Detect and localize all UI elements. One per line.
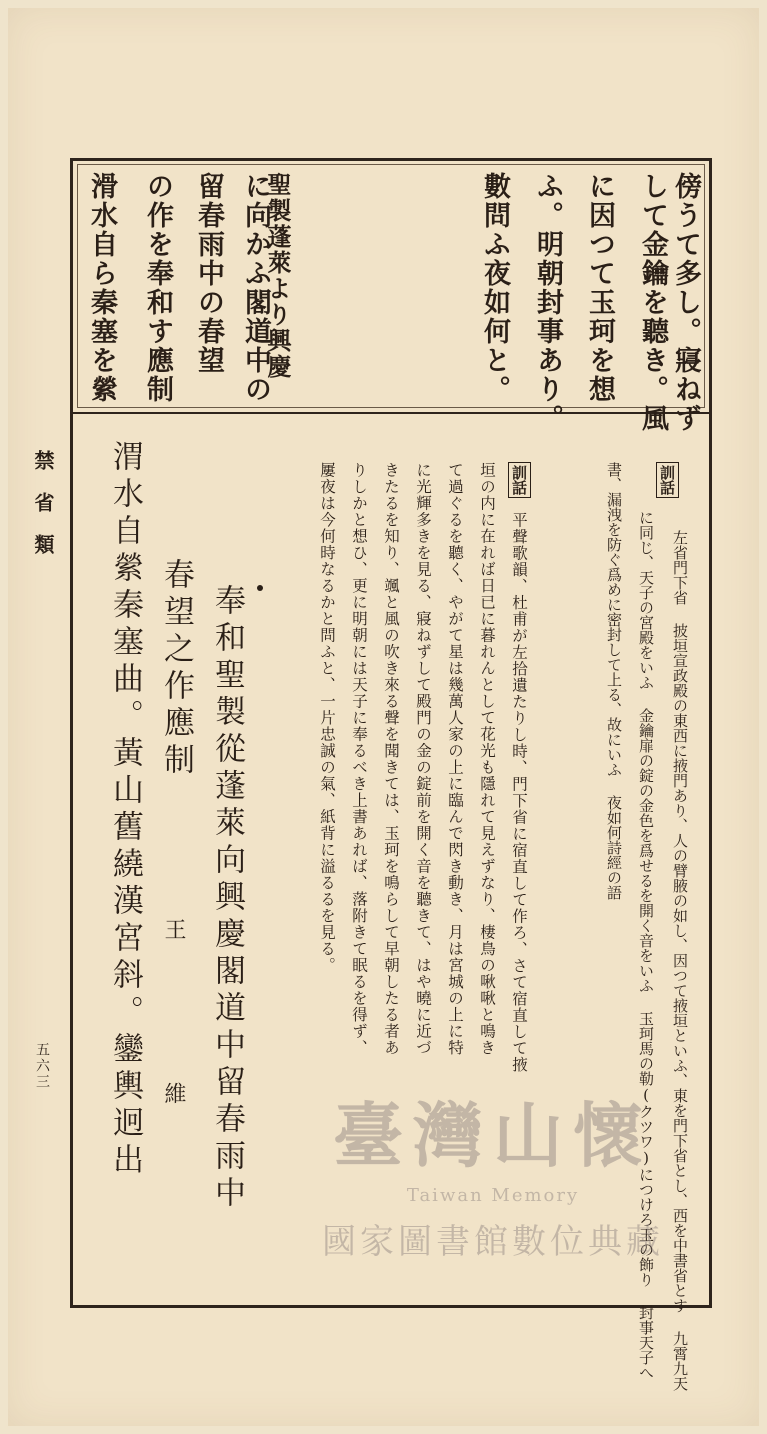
commentary-column-7: 屢夜は今何時なるかと問ふと、一片忠誠の氣、紙背に溢るるを見る。 <box>318 462 336 974</box>
running-header: 禁省類 <box>31 450 55 576</box>
commentary-column-5: きたるを知り、颯と風の吹き來る聲を聞きては、玉珂を鳴らして早朝したる者あ <box>382 462 400 1056</box>
commentary-column-4: に光輝多きを見る、寢ねずして殿門の金の錠前を開く音を聽きて、はや曉に近づ <box>414 462 432 1056</box>
commentary-label: 訓話 <box>508 462 531 498</box>
top-column-4: して金鑰を聽き。風 <box>637 172 668 433</box>
glossary-label: 訓話 <box>656 462 679 498</box>
top-column-3: に因つて玉珂を想 <box>584 172 615 404</box>
watermark-latin: Taiwan Memory <box>406 1185 580 1206</box>
poem-author-surname: 王 <box>161 918 186 940</box>
poem-title-line-1: 奉和聖製從蓬萊向興慶閣道中留春雨中 <box>209 584 245 1213</box>
commentary-column-3: て過ぐるを聽く、やがて星は幾萬人家の上に臨んで閃き動き、月は宮城の上に特 <box>446 462 464 1056</box>
watermark-library: 國家圖書館數位典藏 <box>322 1222 664 1262</box>
section-marker-dot <box>257 585 263 591</box>
top-column-2: ふ。明朝封事あり。 <box>532 172 563 433</box>
top-column-7: の作を奉和す應制 <box>142 172 173 404</box>
top-column-1: 數問ふ夜如何と。 <box>479 172 510 404</box>
glossary-column-3: 書、漏洩を防ぐ爲めに密封して上る、故にいふ 夜如何詩經の語 <box>605 462 623 900</box>
watermark-glyphs: 臺灣山懷 <box>333 1094 653 1177</box>
top-column-8: 留春雨中の春望 <box>193 172 224 375</box>
glossary-column-2: に同じ、天子の宮殿をいふ 金鑰扉の錠の金色を爲せるを開く音をいふ 玉珂馬の勒(クツワ)につけろ玉の飾り 封事天子へ <box>637 510 655 1380</box>
poem-verse-line: 渭水自縈秦塞曲。黃山舊繞漢宮斜。鑾輿迥出 <box>107 440 143 1180</box>
glossary-column-1: 左省門下省 披垣宣政殿の東西に掖門あり、人の臂腋の如し、因つて掖垣といふ、東を門下省とし、西を中書省とす 九霄九天 <box>671 530 689 1391</box>
commentary-column-6: りしかと想ひ、更に明朝には天子に奉るべき上書あれば、落附きて眠るを得ず、 <box>350 462 368 1056</box>
top-column-9: に向かふ閣道中の <box>240 172 271 404</box>
top-column-10: 聖製蓬萊より興慶 <box>263 172 292 380</box>
section-divider <box>70 412 712 414</box>
poem-title-line-2: 春望之作應制 <box>158 558 194 780</box>
page-number: 五六三 <box>34 1042 50 1090</box>
poem-author-given: 維 <box>161 1082 186 1104</box>
library-watermark <box>268 1080 718 1310</box>
top-column-6: 滑水自ら秦塞を縈 <box>86 172 117 404</box>
top-column-5: 傍うて多し。寢ねず <box>670 172 701 433</box>
commentary-column-2: 垣の内に在れば日已に暮れんとして花光も隱れて見えずなり、棲鳥の啾啾と鳴き <box>478 462 496 1056</box>
commentary-column-1: 平聲歌韻、杜甫が左拾遺たりし時、門下省に宿直して作ろ、さて宿直して掖 <box>510 512 528 1073</box>
